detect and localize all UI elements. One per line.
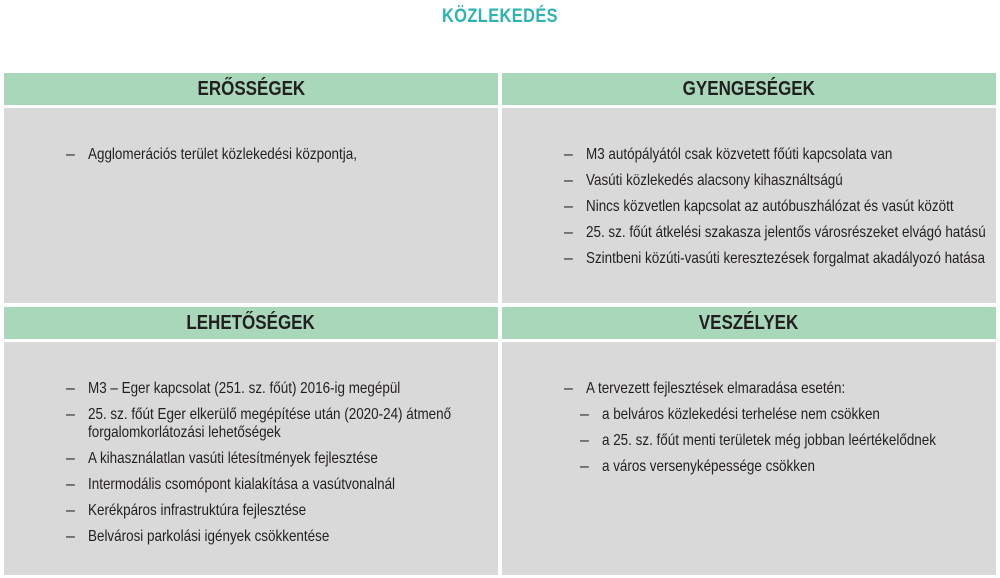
sub-list-item bbox=[580, 458, 1000, 476]
list-item-text: a belváros közlekedési terhelése nem csökken bbox=[602, 406, 880, 423]
dash-bullet: – bbox=[66, 476, 75, 493]
dash-bullet: – bbox=[564, 172, 573, 189]
list-item-text: A kihasználatlan vasúti létesítmények fejlesztése bbox=[88, 450, 378, 467]
dash-bullet: – bbox=[66, 450, 75, 467]
dash-bullet: – bbox=[564, 250, 573, 267]
dash-bullet: – bbox=[580, 458, 589, 475]
list-item bbox=[564, 380, 1000, 398]
list-item bbox=[564, 250, 1000, 268]
list-item-text: a város versenyképessége csökken bbox=[602, 458, 815, 475]
dash-bullet: – bbox=[66, 380, 75, 397]
list-item-text: 25. sz. főút Eger elkerülő megépítése után (2020-24) átmenő forgalomkorlátozási lehetőségek bbox=[88, 406, 452, 441]
dash-bullet: – bbox=[66, 528, 75, 545]
dash-bullet: – bbox=[66, 502, 75, 519]
list-item-text: 25. sz. főút átkelési szakasza jelentős városrészeket elvágó hatású bbox=[586, 224, 986, 241]
list-item bbox=[66, 146, 408, 164]
list-item-text: Belvárosi parkolási igények csökkentése bbox=[88, 528, 330, 545]
list-item-text: M3 autópályától csak közvetett főúti kapcsolata van bbox=[586, 146, 893, 163]
strengths-panel bbox=[4, 73, 498, 303]
weaknesses-heading bbox=[502, 73, 996, 108]
weaknesses-list bbox=[564, 146, 1000, 276]
swot-grid bbox=[4, 73, 996, 575]
opportunities-heading-text: LEHETŐSÉGEK bbox=[186, 311, 316, 334]
threats-list bbox=[564, 380, 1000, 484]
list-item bbox=[564, 172, 1000, 190]
page-title: KÖZLEKEDÉS bbox=[442, 6, 558, 27]
dash-bullet: – bbox=[564, 146, 573, 163]
list-item-text: Intermodális csomópont kialakítása a vasútvonalnál bbox=[88, 476, 396, 493]
dash-bullet: – bbox=[564, 198, 573, 215]
dash-bullet: – bbox=[66, 146, 75, 163]
sub-list-item bbox=[580, 406, 1000, 424]
list-item-text: Nincs közvetlen kapcsolat az autóbuszhálózat és vasút között bbox=[586, 198, 954, 215]
threats-heading bbox=[502, 307, 996, 342]
opportunities-panel bbox=[4, 307, 498, 575]
list-item-text: A tervezett fejlesztések elmaradása esetén: bbox=[586, 380, 846, 397]
dash-bullet: – bbox=[564, 224, 573, 241]
dash-bullet: – bbox=[580, 432, 589, 449]
strengths-list bbox=[66, 146, 408, 172]
dash-bullet: – bbox=[580, 406, 589, 423]
list-item-text: Vasúti közlekedés alacsony kihasználtságú bbox=[586, 172, 843, 189]
list-item bbox=[564, 198, 1000, 216]
list-item-text: M3 – Eger kapcsolat (251. sz. főút) 2016-ig megépül bbox=[88, 380, 401, 397]
dash-bullet: – bbox=[564, 380, 573, 397]
threats-heading-text: VESZÉLYEK bbox=[699, 311, 799, 334]
list-item-text: a 25. sz. főút menti területek még jobban leértékelődnek bbox=[602, 432, 936, 449]
strengths-heading-text: ERŐSSÉGEK bbox=[197, 77, 305, 100]
threats-panel bbox=[502, 307, 996, 575]
list-item-text: Szintbeni közúti-vasúti keresztezések forgalmat akadályozó hatása bbox=[586, 250, 985, 267]
sub-list-item bbox=[580, 432, 1000, 450]
strengths-heading bbox=[4, 73, 498, 108]
weaknesses-heading-text: GYENGESÉGEK bbox=[682, 77, 816, 100]
list-item bbox=[564, 146, 1000, 164]
list-item-text: Agglomerációs terület közlekedési központja, bbox=[88, 146, 357, 163]
dash-bullet: – bbox=[66, 406, 75, 423]
opportunities-heading bbox=[4, 307, 498, 342]
list-item-text: Kerékpáros infrastruktúra fejlesztése bbox=[88, 502, 307, 519]
list-item bbox=[564, 224, 1000, 242]
weaknesses-panel bbox=[502, 73, 996, 303]
